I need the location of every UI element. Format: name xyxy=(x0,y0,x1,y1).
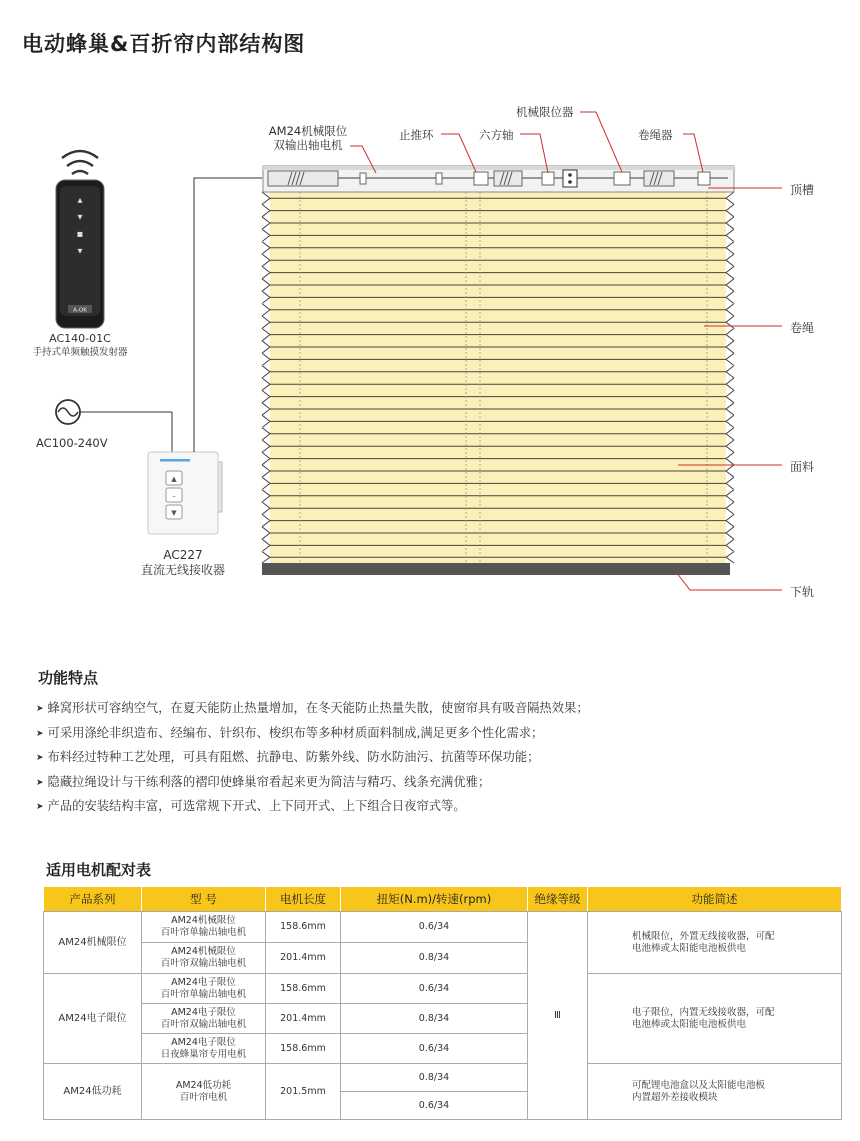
rope-winder-label: 卷绳器 xyxy=(638,128,673,142)
receiver-device xyxy=(148,452,222,534)
list-item: ➤ 产品的安装结构丰富，可选常规下开式、上下同开式、上下组合日夜帘式等。 xyxy=(36,799,466,813)
table-header: 扭矩(N.m)/转速(rpm) xyxy=(341,887,528,912)
receiver-label: AC227 直流无线接收器 xyxy=(140,548,225,577)
table-header: 产品系列 xyxy=(44,887,142,912)
remote-brand: A-OK xyxy=(73,307,87,314)
bottom-rail-label: 下轨 xyxy=(790,585,815,599)
receiver-button: ▲ xyxy=(171,475,177,483)
table-row: AM24电子限位 日夜蜂巢帘专用电机 158.6mm 0.6/34 xyxy=(44,1034,842,1064)
signal-icon xyxy=(62,151,98,158)
receiver-button: ▼ xyxy=(171,509,177,517)
list-item: ➤ 隐藏拉绳设计与干练利落的褶印使蜂巢帘看起来更为简洁与精巧、线条充满优雅； xyxy=(36,774,491,789)
table-header: 功能简述 xyxy=(588,887,842,912)
motor-table xyxy=(43,886,842,1120)
features-title: 功能特点 xyxy=(38,669,99,687)
list-item: ➤ 蜂窝形状可容纳空气，在夏天能防止热量增加，在冬天能防止热量失散，使窗帘具有吸音隔热效果； xyxy=(36,701,589,715)
fabric-label: 面料 xyxy=(790,460,815,474)
mech-limiter-label: 机械限位器 xyxy=(516,105,574,119)
table-row: AM24机械限位 AM24机械限位 百叶帘单输出轴电机 158.6mm 0.6/34 Ⅲ 机械限位，外置无线接收器，可配 电池棒或太阳能电池板供电 xyxy=(44,912,842,943)
top-rail xyxy=(263,166,734,192)
table-header: 电机长度 xyxy=(266,887,341,912)
power-label: AC100-240V xyxy=(36,436,108,450)
table-row: AM24电子限位 AM24电子限位 百叶帘单输出轴电机 158.6mm 0.6/34 电子限位，内置无线接收器，可配 电池棒或太阳能电池板供电 xyxy=(44,974,842,1004)
table-header: 型 号 xyxy=(142,887,266,912)
table-title: 适用电机配对表 xyxy=(46,861,152,879)
list-item: ➤ 可采用涤纶非织造布、经编布、针织布、梭织布等多种材质面料制成,满足更多个性化需求； xyxy=(36,725,544,740)
hex-shaft-label: 六方轴 xyxy=(479,128,514,142)
remote-button: ▲ xyxy=(77,196,83,204)
table-row: AM24低功耗 AM24低功耗 百叶帘电机 201.5mm 0.8/34 可配锂电池盒以及太阳能电池板 内置超外差接收模块 xyxy=(44,1064,842,1092)
table-row: 0.6/34 xyxy=(44,1092,842,1120)
table-header: 绝缘等级 xyxy=(528,887,588,912)
remote-button: ▼ xyxy=(77,213,83,221)
table-header-row xyxy=(44,887,842,912)
remote-button: ▼ xyxy=(77,247,83,255)
stop-ring-label: 止推环 xyxy=(399,128,434,142)
table-row: AM24机械限位 百叶帘双输出轴电机 201.4mm 0.8/34 xyxy=(44,943,842,974)
bottom-rail xyxy=(262,563,730,575)
page-title: 电动蜂巢&百折帘内部结构图 xyxy=(22,32,306,56)
motor-label: AM24机械限位 双输出轴电机 xyxy=(268,124,348,152)
list-item: ➤ 布料经过特种工艺处理，可具有阻燃、抗静电、防紫外线、防水防油污、抗菌等环保功能； xyxy=(36,750,540,764)
insulation-cell: Ⅲ xyxy=(528,912,588,1120)
features-list xyxy=(36,697,589,820)
table-row: AM24电子限位 百叶帘双输出轴电机 201.4mm 0.8/34 xyxy=(44,1004,842,1034)
fabric-pleats xyxy=(262,192,734,563)
remote-control xyxy=(56,151,104,328)
top-rail-label: 顶槽 xyxy=(790,183,815,197)
remote-button: ■ xyxy=(76,230,84,238)
rope-label: 卷绳 xyxy=(790,321,815,335)
remote-label: AC140-01C 手持式单频触摸发射器 xyxy=(32,332,128,358)
receiver-button: – xyxy=(172,492,176,500)
